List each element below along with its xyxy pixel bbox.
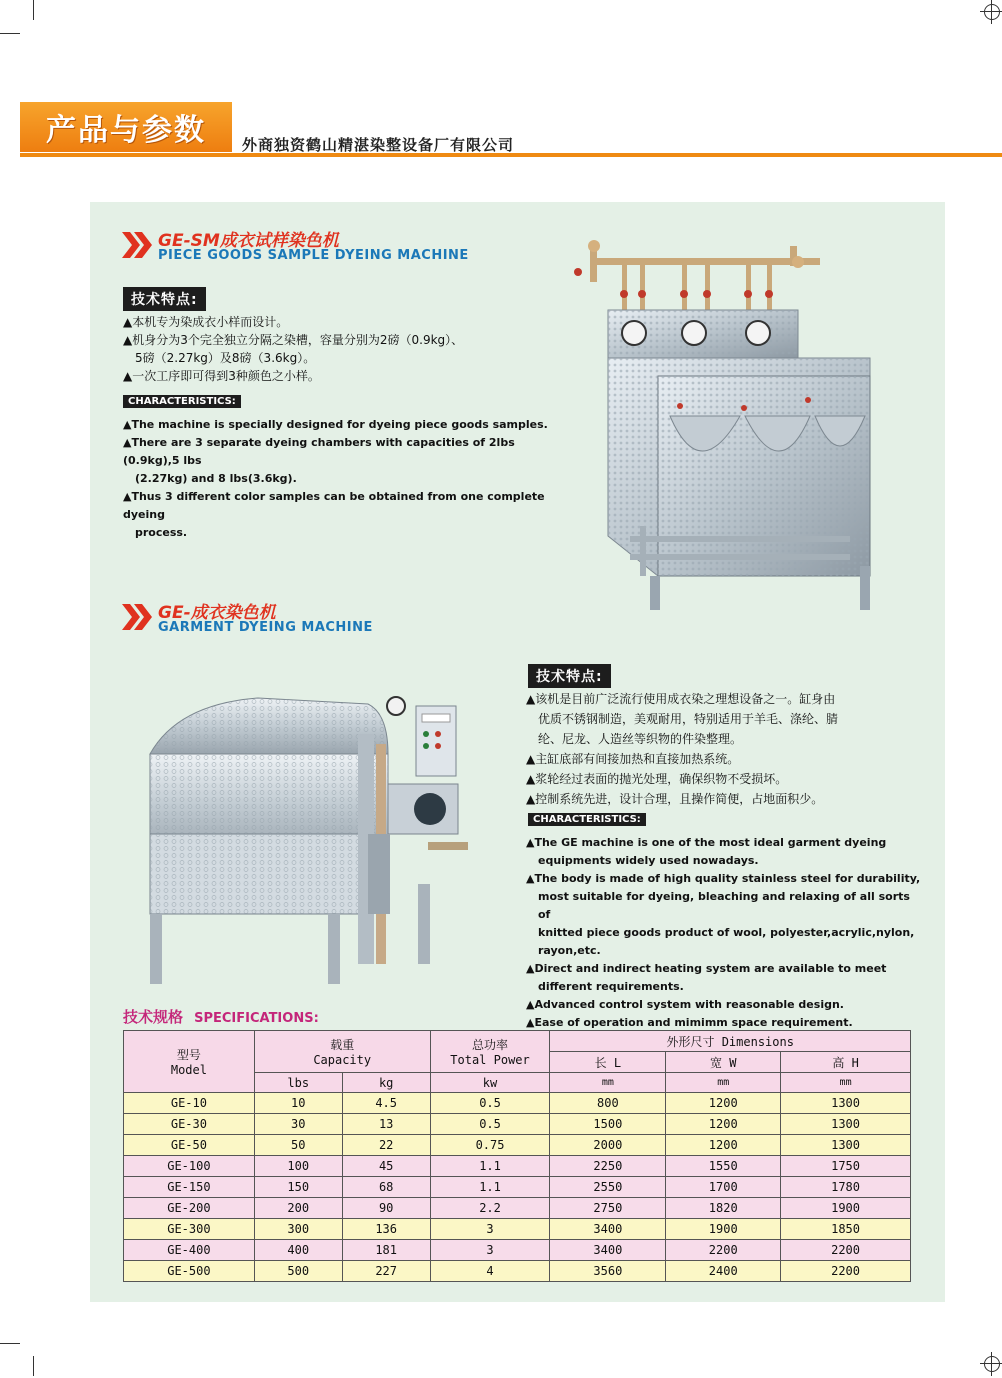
cell-kw: 3: [430, 1219, 550, 1240]
cell-length: 2000: [550, 1135, 666, 1156]
cell-height: 1750: [781, 1156, 911, 1177]
unit-lbs: lbs: [254, 1073, 342, 1093]
unit-kw: kw: [430, 1073, 550, 1093]
table-row: [124, 1135, 911, 1156]
header-power: [430, 1031, 550, 1073]
cell-kg: 181: [342, 1240, 430, 1261]
cell-lbs: 200: [254, 1198, 342, 1219]
cell-length: 2550: [550, 1177, 666, 1198]
table-row: [124, 1177, 911, 1198]
cell-model: GE-30: [124, 1114, 255, 1135]
cell-length: 3560: [550, 1261, 666, 1282]
cell-height: 1900: [781, 1198, 911, 1219]
sample-dyeing-machine-image: [570, 236, 910, 616]
header-capacity: [254, 1031, 430, 1073]
feature-line: ▲Advanced control system with reasonable design.: [526, 998, 844, 1011]
cell-height: 1300: [781, 1135, 911, 1156]
feature-line: ▲本机专为染成衣小样而设计。: [123, 315, 289, 329]
machine1-title-cn: GE-SM成衣试样染色机: [158, 231, 339, 251]
cell-length: 2250: [550, 1156, 666, 1177]
machine2-features-cn: [526, 689, 926, 809]
cell-height: 2200: [781, 1261, 911, 1282]
cell-kg: 22: [342, 1135, 430, 1156]
header-model: [124, 1031, 255, 1093]
cell-width: 1550: [666, 1156, 781, 1177]
cell-lbs: 10: [254, 1093, 342, 1114]
header-width: 宽 W: [666, 1052, 781, 1073]
header-power-cn: 总功率: [472, 1038, 509, 1052]
feature-line: ▲该机是目前广泛流行使用成衣染之理想设备之一。缸身由: [526, 692, 836, 706]
unit-kg: kg: [342, 1073, 430, 1093]
machine2-features-en: [526, 834, 926, 1032]
cell-kg: 136: [342, 1219, 430, 1240]
cell-height: 1850: [781, 1219, 911, 1240]
cell-model: GE-200: [124, 1198, 255, 1219]
garment-dyeing-machine-image: [138, 684, 484, 994]
cell-height: 1300: [781, 1114, 911, 1135]
cell-kw: 0.5: [430, 1093, 550, 1114]
cell-model: GE-500: [124, 1261, 255, 1282]
specs-title-cn: 技术规格: [123, 1008, 184, 1026]
cell-model: GE-10: [124, 1093, 255, 1114]
feature-line: 优质不锈钢制造，美观耐用，特别适用于羊毛、涤纶、腈: [538, 712, 839, 726]
feature-line: process.: [135, 526, 188, 539]
feature-line: 5磅（2.27kg）及8磅（3.6kg）。: [135, 351, 316, 365]
feature-line: ▲控制系统先进，设计合理，且操作简便，占地面积少。: [526, 792, 824, 806]
cell-width: 2200: [666, 1240, 781, 1261]
machine2-title-cn: GE-成衣染色机: [158, 603, 276, 623]
feature-line: ▲机身分为3个完全独立分隔之染槽，容量分别为2磅（0.9kg）、: [123, 333, 464, 347]
cell-kw: 0.5: [430, 1114, 550, 1135]
cell-height: 1300: [781, 1093, 911, 1114]
table-row: [124, 1093, 911, 1114]
table-row: [124, 1114, 911, 1135]
cell-kw: 1.1: [430, 1177, 550, 1198]
characteristics-label: CHARACTERISTICS:: [528, 813, 646, 826]
feature-line: ▲The machine is specially designed for dyeing piece goods samples.: [123, 418, 548, 431]
cell-lbs: 300: [254, 1219, 342, 1240]
cell-model: GE-300: [124, 1219, 255, 1240]
cell-width: 1700: [666, 1177, 781, 1198]
feature-line: ▲主缸底部有间接加热和直接加热系统。: [526, 752, 740, 766]
feature-line: most suitable for dyeing, bleaching and relaxing of all sorts of: [538, 890, 910, 921]
cell-lbs: 30: [254, 1114, 342, 1135]
cell-model: GE-50: [124, 1135, 255, 1156]
company-name: 外商独资鹤山精湛染整设备厂有限公司: [242, 136, 515, 154]
cell-kg: 68: [342, 1177, 430, 1198]
machine1-title-en: PIECE GOODS SAMPLE DYEING MACHINE: [158, 248, 469, 263]
header-capacity-cn: 载重: [330, 1038, 355, 1052]
feature-line: 纶、尼龙、人造丝等织物的件染整理。: [538, 732, 743, 746]
specifications-table: [123, 1030, 911, 1282]
cell-kg: 13: [342, 1114, 430, 1135]
cell-lbs: 400: [254, 1240, 342, 1261]
feature-line: ▲The GE machine is one of the most ideal garment dyeing: [526, 836, 887, 849]
crop-mark: [0, 33, 20, 34]
cell-kg: 227: [342, 1261, 430, 1282]
header-height: 高 H: [781, 1052, 911, 1073]
features-label: 技术特点:: [123, 287, 206, 311]
machine1-features-cn: [123, 313, 543, 385]
cell-kg: 4.5: [342, 1093, 430, 1114]
feature-line: different requirements.: [538, 980, 684, 993]
machine2-title-en: GARMENT DYEING MACHINE: [158, 620, 373, 635]
table-row: [124, 1261, 911, 1282]
cell-model: GE-400: [124, 1240, 255, 1261]
registration-mark-icon: [984, 1356, 1000, 1372]
header-model-cn: 型号: [176, 1048, 201, 1062]
feature-line: ▲The body is made of high quality stainless steel for durability,: [526, 872, 921, 885]
cell-model: GE-150: [124, 1177, 255, 1198]
cell-width: 1820: [666, 1198, 781, 1219]
feature-line: ▲一次工序即可得到3种颜色之小样。: [123, 369, 320, 383]
feature-line: equipments widely used nowadays.: [538, 854, 759, 867]
double-chevron-icon: [120, 228, 154, 262]
header-capacity-en: Capacity: [313, 1053, 372, 1067]
cell-model: GE-100: [124, 1156, 255, 1177]
feature-line: ▲浆轮经过表面的抛光处理，确保织物不受损坏。: [526, 772, 788, 786]
feature-line: ▲Ease of operation and mimimm space requirement.: [526, 1016, 853, 1029]
cell-kw: 2.2: [430, 1198, 550, 1219]
cell-height: 1780: [781, 1177, 911, 1198]
cell-lbs: 100: [254, 1156, 342, 1177]
crop-mark: [33, 1356, 34, 1376]
cell-length: 1500: [550, 1114, 666, 1135]
header-dimensions: 外形尺寸 Dimensions: [550, 1031, 911, 1052]
cell-width: 1200: [666, 1135, 781, 1156]
features-label: 技术特点:: [528, 664, 611, 688]
feature-line: rayon,etc.: [538, 944, 601, 957]
unit-mm: mm: [550, 1073, 666, 1093]
cell-lbs: 500: [254, 1261, 342, 1282]
characteristics-label: CHARACTERISTICS:: [123, 395, 241, 408]
crop-mark: [33, 0, 34, 20]
cell-width: 1900: [666, 1219, 781, 1240]
registration-mark-icon: [984, 4, 1000, 20]
cell-width: 1200: [666, 1114, 781, 1135]
cell-lbs: 50: [254, 1135, 342, 1156]
feature-line: ▲Direct and indirect heating system are available to meet: [526, 962, 887, 975]
cell-length: 2750: [550, 1198, 666, 1219]
cell-width: 2400: [666, 1261, 781, 1282]
feature-line: ▲Thus 3 different color samples can be obtained from one complete dyeing: [123, 490, 545, 521]
cell-length: 3400: [550, 1219, 666, 1240]
table-row: [124, 1219, 911, 1240]
header-model-en: Model: [170, 1063, 207, 1077]
unit-mm: mm: [666, 1073, 781, 1093]
table-row: [124, 1156, 911, 1177]
header-power-en: Total Power: [450, 1053, 530, 1067]
cell-length: 3400: [550, 1240, 666, 1261]
cell-kw: 1.1: [430, 1156, 550, 1177]
unit-mm: mm: [781, 1073, 911, 1093]
crop-mark: [0, 1343, 20, 1344]
cell-kw: 3: [430, 1240, 550, 1261]
machine1-features-en: [123, 416, 563, 542]
double-chevron-icon: [120, 600, 154, 634]
cell-kw: 4: [430, 1261, 550, 1282]
table-row: [124, 1240, 911, 1261]
cell-width: 1200: [666, 1093, 781, 1114]
page-title: 产品与参数: [20, 102, 232, 152]
specs-title-en: SPECIFICATIONS:: [194, 1011, 319, 1026]
feature-line: knitted piece goods product of wool, polyester,acrylic,nylon,: [538, 926, 915, 939]
cell-kw: 0.75: [430, 1135, 550, 1156]
cell-lbs: 150: [254, 1177, 342, 1198]
cell-kg: 90: [342, 1198, 430, 1219]
feature-line: ▲There are 3 separate dyeing chambers with capacities of 2lbs (0.9kg),5 lbs: [123, 436, 515, 467]
specs-heading: [123, 1006, 319, 1027]
header-length: 长 L: [550, 1052, 666, 1073]
cell-height: 2200: [781, 1240, 911, 1261]
cell-length: 800: [550, 1093, 666, 1114]
table-row: [124, 1198, 911, 1219]
feature-line: (2.27kg) and 8 lbs(3.6kg).: [135, 472, 297, 485]
cell-kg: 45: [342, 1156, 430, 1177]
